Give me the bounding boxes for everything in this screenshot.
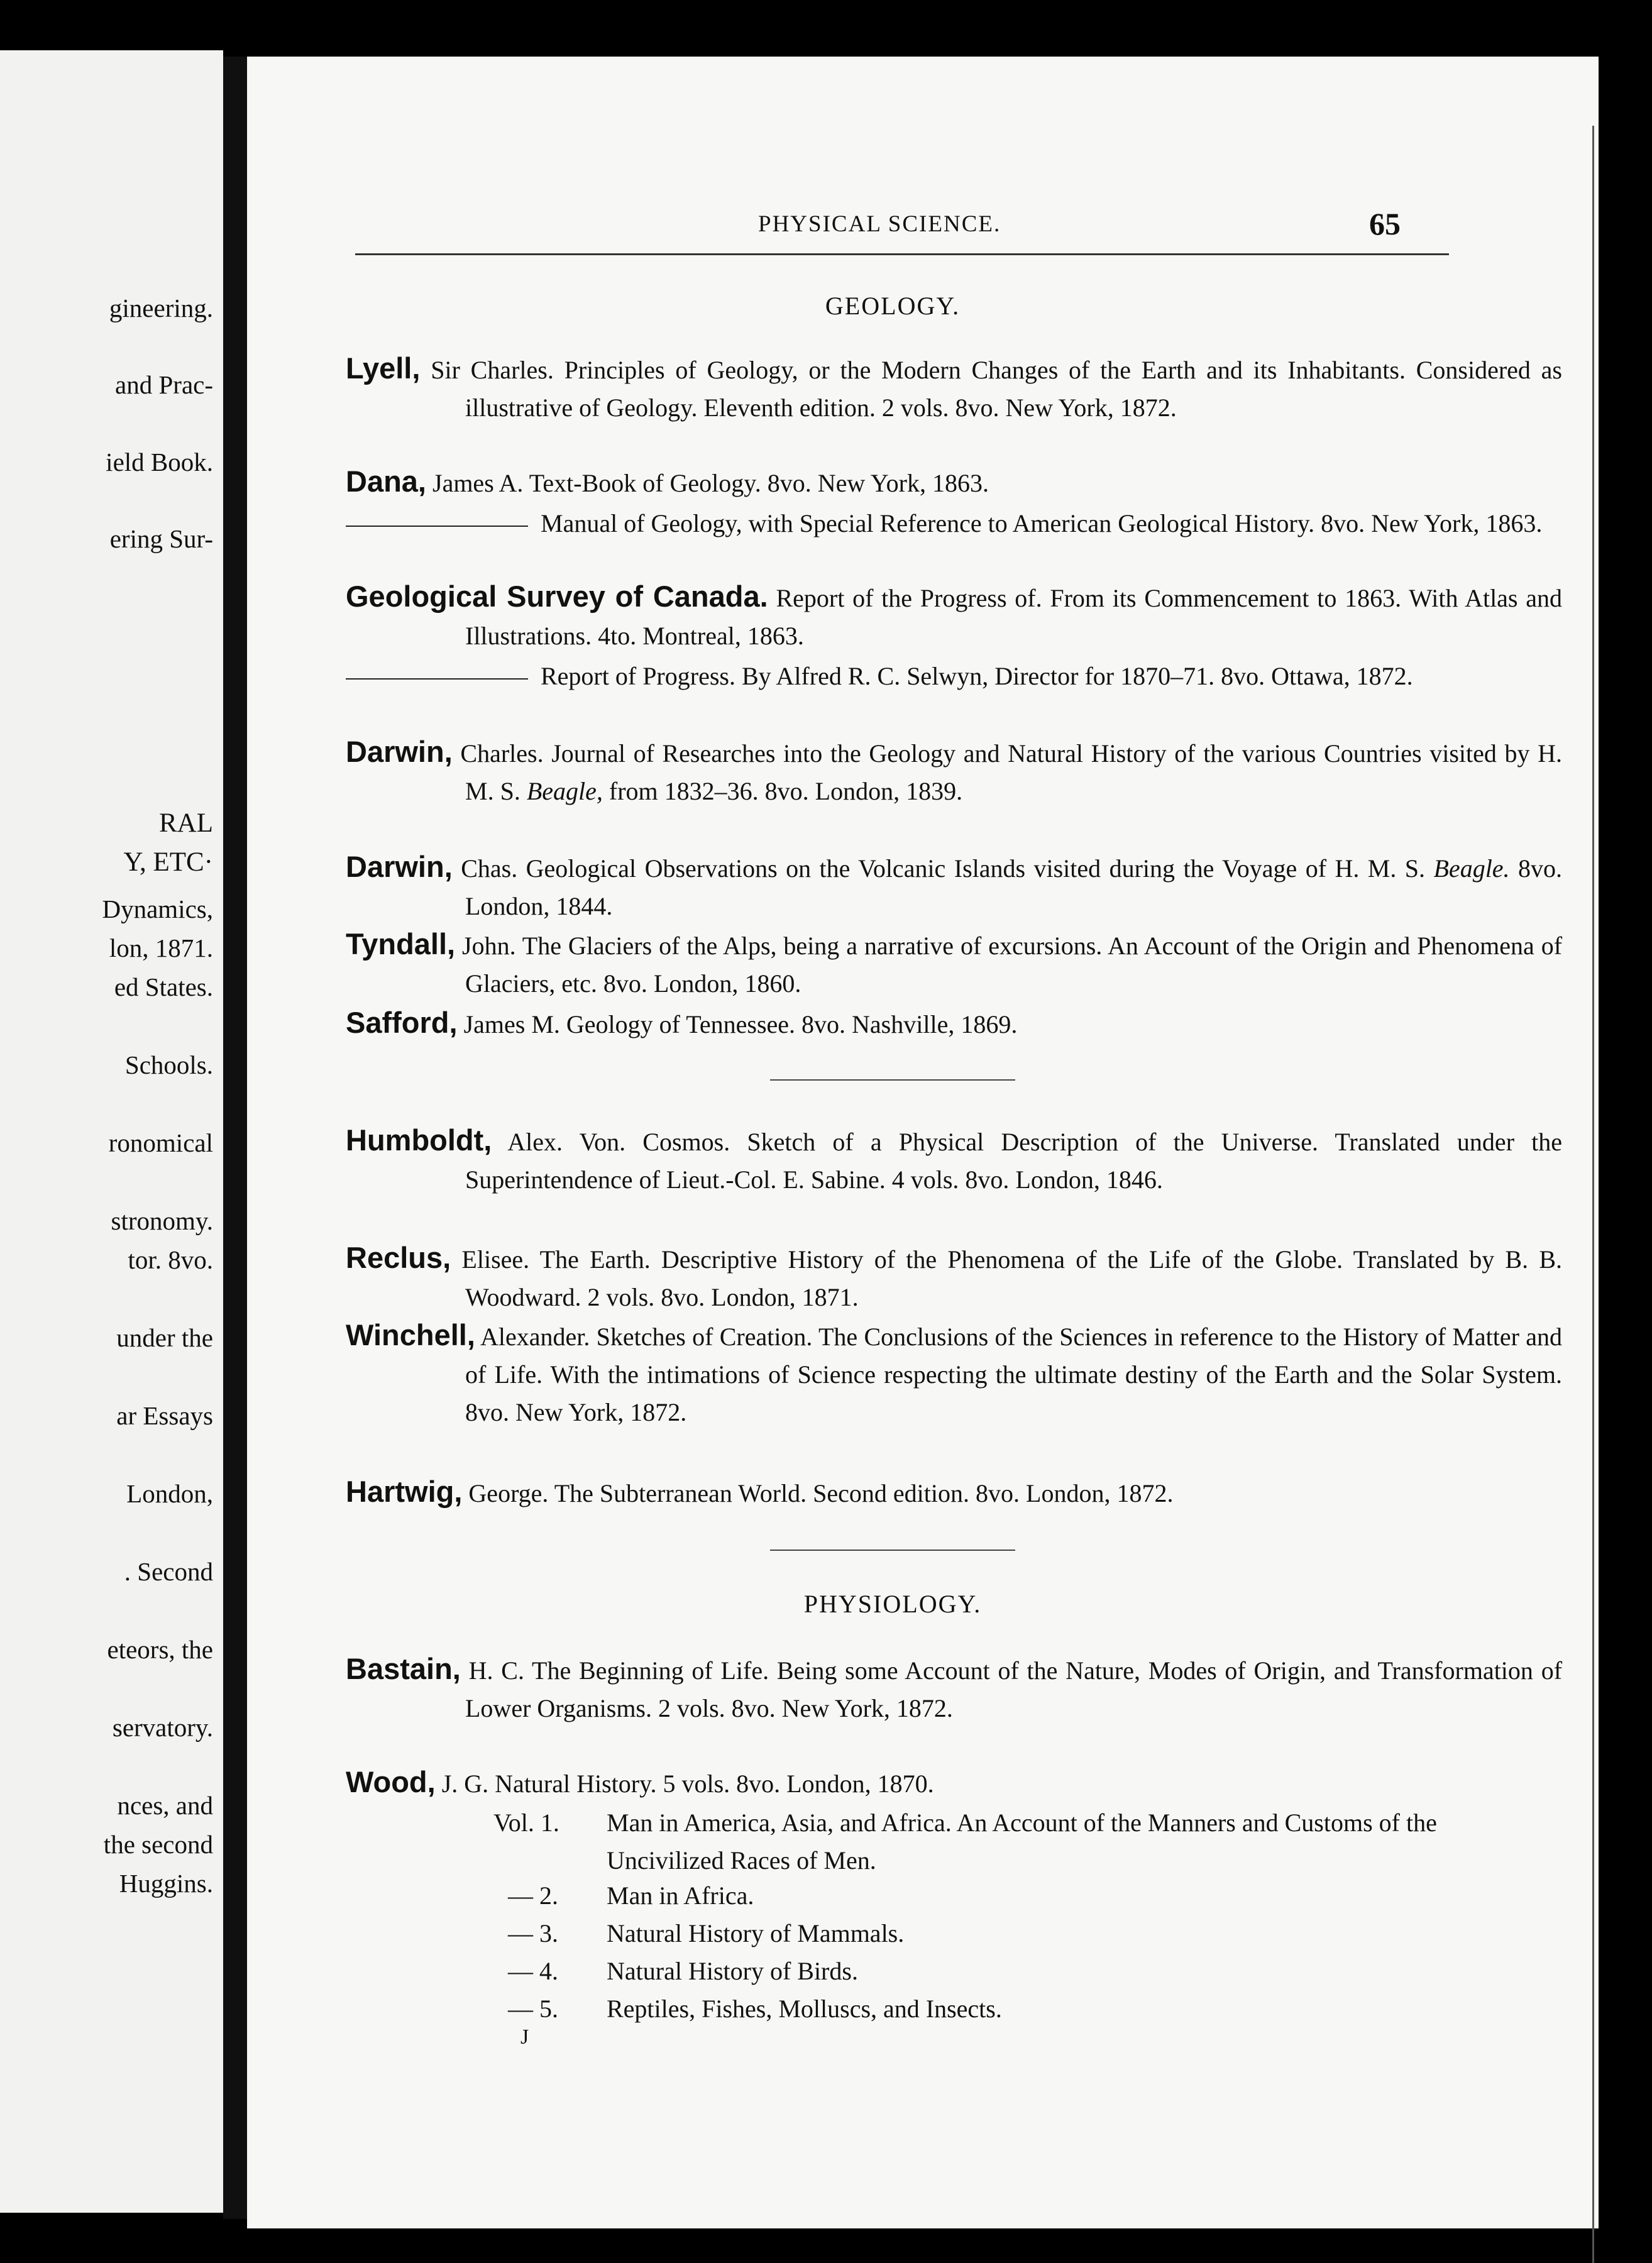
left-line: stronomy. (111, 1206, 213, 1235)
section-heading-physiology: PHYSIOLOGY. (803, 1590, 982, 1618)
bibliography-entry (346, 1763, 1562, 1803)
left-line: under the (116, 1323, 213, 1352)
bibliography-entry (346, 463, 1562, 502)
entry-author: Lyell, (346, 351, 421, 385)
entry-text: James M. Geology of Tennessee. 8vo. Nashville, 1869. (463, 1010, 1018, 1038)
entry-text: Chas. Geological Observations on the Volcanic Islands visited during the Voyage of H. M. S. (461, 854, 1434, 883)
entry-author: Tyndall, (346, 927, 456, 961)
left-line: and Prac- (115, 370, 213, 399)
signature-mark: J (520, 2025, 529, 2049)
bibliography-entry (346, 1239, 1562, 1316)
left-line: . Second (124, 1557, 213, 1586)
volume-label: — 4. (508, 1957, 558, 1985)
left-line: the second (103, 1830, 213, 1859)
entry-text: Alexander. Sketches of Creation. The Conclusions of the Sciences in reference to the History of Matter and of Life. With the intimations of Science respecting the ultimate destiny of the Earth and the Solar System. 8vo. New York, 1872. (465, 1323, 1562, 1426)
entry-author: Wood, (346, 1765, 436, 1798)
ditto-rule (346, 526, 528, 527)
left-line: RAL (159, 808, 213, 838)
bibliography-entry (346, 505, 1562, 542)
book-gutter (223, 57, 247, 2219)
left-line: eteors, the (107, 1635, 213, 1664)
entry-text: J. G. Natural History. 5 vols. 8vo. London, 1870. (441, 1770, 934, 1798)
volume-label: — 3. (508, 1919, 558, 1947)
entry-author: Dana, (346, 465, 426, 498)
entry-author: Bastain, (346, 1652, 461, 1685)
left-line: ield Book. (106, 448, 213, 476)
page-number: 65 (1369, 206, 1401, 241)
entry-text: Charles. Journal of Researches into the Geology and Natural History of the various Countries visited by H. M. S. (460, 739, 1563, 805)
ship-name: Beagle, (526, 777, 603, 805)
entry-text: Manual of Geology, with Special Reference to American Geological History. 8vo. New York, 1863. (541, 509, 1543, 537)
left-line: Y, ETC· (123, 847, 213, 877)
entry-text: Report of Progress. By Alfred R. C. Selwyn, Director for 1870–71. 8vo. Ottawa, 1872. (541, 662, 1413, 690)
entry-text: John. The Glaciers of the Alps, being a narrative of excursions. An Account of the Origin and Phenomena of Glaciers, etc. 8vo. London, 1860. (462, 932, 1563, 998)
entry-text: James A. Text-Book of Geology. 8vo. New York, 1863. (432, 469, 989, 497)
running-header: PHYSICAL SCIENCE. (758, 211, 1001, 237)
entry-text: from 1832–36. 8vo. London, 1839. (602, 777, 963, 805)
bibliography-entry (346, 578, 1562, 655)
left-line: Huggins. (119, 1869, 213, 1898)
entry-text: Elisee. The Earth. Descriptive History of the Phenomena of the Life of the Globe. Translated by B. B. Woodward. 2 vols. 8vo. London, 1871. (461, 1245, 1563, 1311)
entry-text: 8vo. London, 1844. (465, 854, 1562, 920)
left-facing-page (0, 50, 223, 2213)
entry-author: Geological Survey of Canada. (346, 580, 768, 613)
left-line: servatory. (112, 1713, 213, 1742)
entry-author: Hartwig, (346, 1475, 463, 1508)
left-line: lon, 1871. (109, 933, 213, 962)
entry-author: Darwin, (346, 850, 453, 883)
left-line: London, (126, 1479, 213, 1508)
left-line: ronomical (108, 1128, 213, 1157)
header-rule (355, 253, 1449, 255)
left-line: gineering. (109, 294, 213, 322)
volume-label: Vol. 1. (493, 1809, 559, 1837)
bibliography-entry (346, 1650, 1562, 1727)
left-line: ar Essays (116, 1401, 213, 1430)
entry-author: Humboldt, (346, 1123, 492, 1157)
left-line: nces, and (117, 1791, 213, 1820)
entry-text: Alex. Von. Cosmos. Sketch of a Physical Description of the Universe. Translated under the Superintendence of Lieut.-Col. E. Sabine. 4 vols. 8vo. London, 1846. (465, 1128, 1563, 1194)
left-line: Schools. (124, 1050, 213, 1079)
entry-text: George. The Subterranean World. Second edition. 8vo. London, 1872. (468, 1479, 1174, 1507)
left-line: tor. 8vo. (128, 1245, 213, 1274)
volume-title: Man in Africa. (607, 1881, 754, 1910)
bibliography-entry (346, 925, 1562, 1003)
left-line: ed States. (114, 972, 213, 1001)
volume-label: — 5. (508, 1995, 558, 2023)
entry-text: Report of the Progress of. From its Commencement to 1863. With Atlas and Illustrations. 4to. Montreal, 1863. (465, 584, 1563, 650)
entry-author: Darwin, (346, 735, 453, 768)
ship-name: Beagle. (1433, 854, 1510, 883)
left-line: ering Sur- (109, 524, 213, 553)
volume-title: Man in America, Asia, and Africa. An Account of the Manners and Customs of the Uncivilized Races of Men. (607, 1809, 1437, 1875)
entry-text: Sir Charles. Principles of Geology, or the Modern Changes of the Earth and its Inhabitants. Considered as illustrative of Geology. Eleventh edition. 2 vols. 8vo. New York, 1872. (431, 356, 1563, 422)
bibliography-entry (346, 733, 1562, 810)
section-separator (770, 1079, 1015, 1081)
ditto-rule (346, 678, 528, 680)
section-heading-geology: GEOLOGY. (825, 292, 961, 320)
entry-author: Reclus, (346, 1241, 451, 1274)
volume-title: Natural History of Mammals. (607, 1919, 905, 1947)
page-edge-line (1592, 126, 1594, 2263)
entry-author: Safford, (346, 1006, 458, 1039)
bibliography-entry (346, 1004, 1562, 1043)
volume-title: Natural History of Birds. (607, 1957, 858, 1985)
bibliography-entry (346, 658, 1562, 695)
volume-label: — 2. (508, 1881, 558, 1910)
left-line: Dynamics, (102, 895, 213, 923)
bibliography-entry (346, 1121, 1562, 1199)
bibliography-entry (346, 848, 1562, 925)
volume-title: Reptiles, Fishes, Molluscs, and Insects. (607, 1995, 1002, 2023)
entry-author: Winchell, (346, 1318, 475, 1352)
bibliography-entry (346, 1316, 1562, 1431)
bibliography-entry (346, 350, 1562, 427)
section-separator (770, 1550, 1015, 1551)
bibliography-entry (346, 1473, 1562, 1512)
entry-text: H. C. The Beginning of Life. Being some Account of the Nature, Modes of Origin, and Transformation of Lower Organisms. 2 vols. 8vo. New York, 1872. (465, 1656, 1563, 1722)
